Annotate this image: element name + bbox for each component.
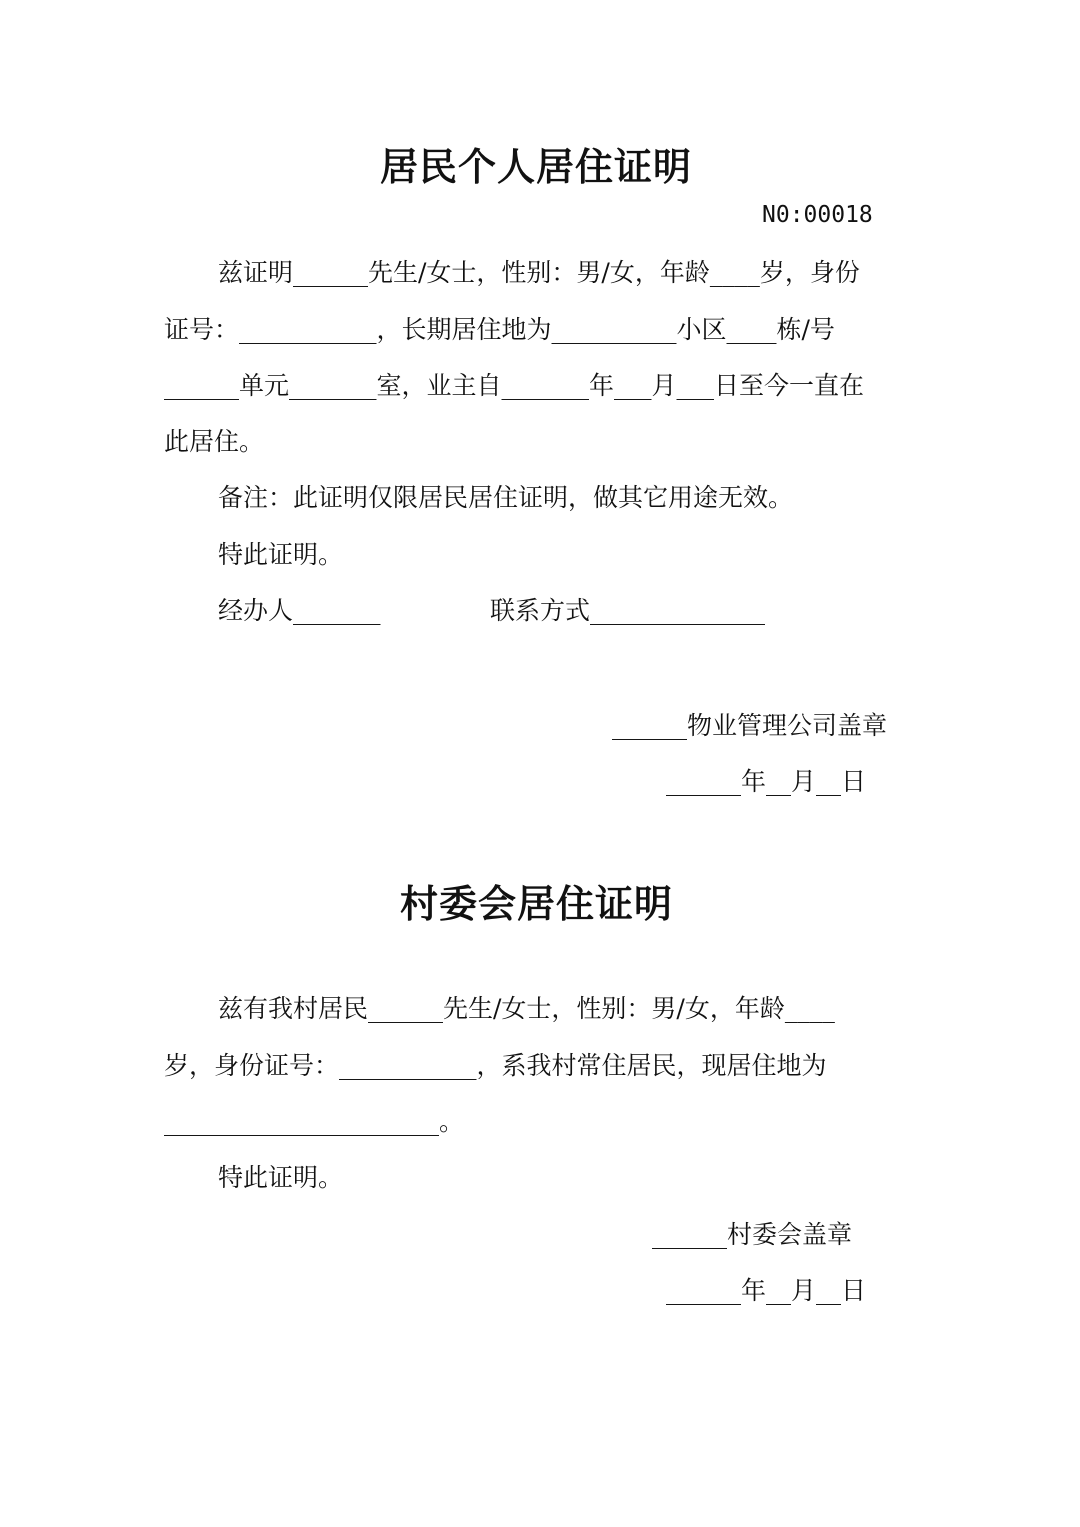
- doc2-date: ______年__月__日: [666, 1276, 867, 1305]
- doc1-paragraph-line-4: 此居住。: [164, 427, 265, 456]
- doc1-paragraph-line-3: ______单元_______室，业主自_______年___月___日至今一直在: [164, 371, 865, 400]
- doc2-paragraph-line-3: ______________________。: [164, 1107, 465, 1136]
- doc1-paragraph-line-1: 兹证明______先生/女士，性别：男/女，年龄____岁，身份: [218, 258, 860, 287]
- doc1-title: 居民个人居住证明: [380, 144, 693, 189]
- doc1-seal: ______物业管理公司盖章: [612, 711, 888, 740]
- doc2-seal: ______村委会盖章: [652, 1220, 853, 1249]
- doc2-paragraph-line-2: 岁，身份证号：___________，系我村常住居民，现居住地为: [164, 1051, 827, 1080]
- doc1-date: ______年__月__日: [666, 767, 867, 796]
- doc2-paragraph-line-1: 兹有我村居民______先生/女士，性别：男/女，年龄____: [218, 994, 835, 1023]
- doc1-note: 备注：此证明仅限居民居住证明，做其它用途无效。: [218, 483, 794, 512]
- doc2-title: 村委会居住证明: [400, 881, 674, 926]
- doc1-serial-number: N0:00018: [762, 202, 873, 228]
- doc1-contact: 联系方式______________: [490, 596, 766, 625]
- doc2-closing: 特此证明。: [218, 1163, 344, 1192]
- doc1-handler: 经办人_______: [218, 596, 381, 625]
- doc1-closing: 特此证明。: [218, 540, 344, 569]
- doc1-paragraph-line-2: 证号：___________，长期居住地为__________小区____栋/号: [164, 315, 835, 344]
